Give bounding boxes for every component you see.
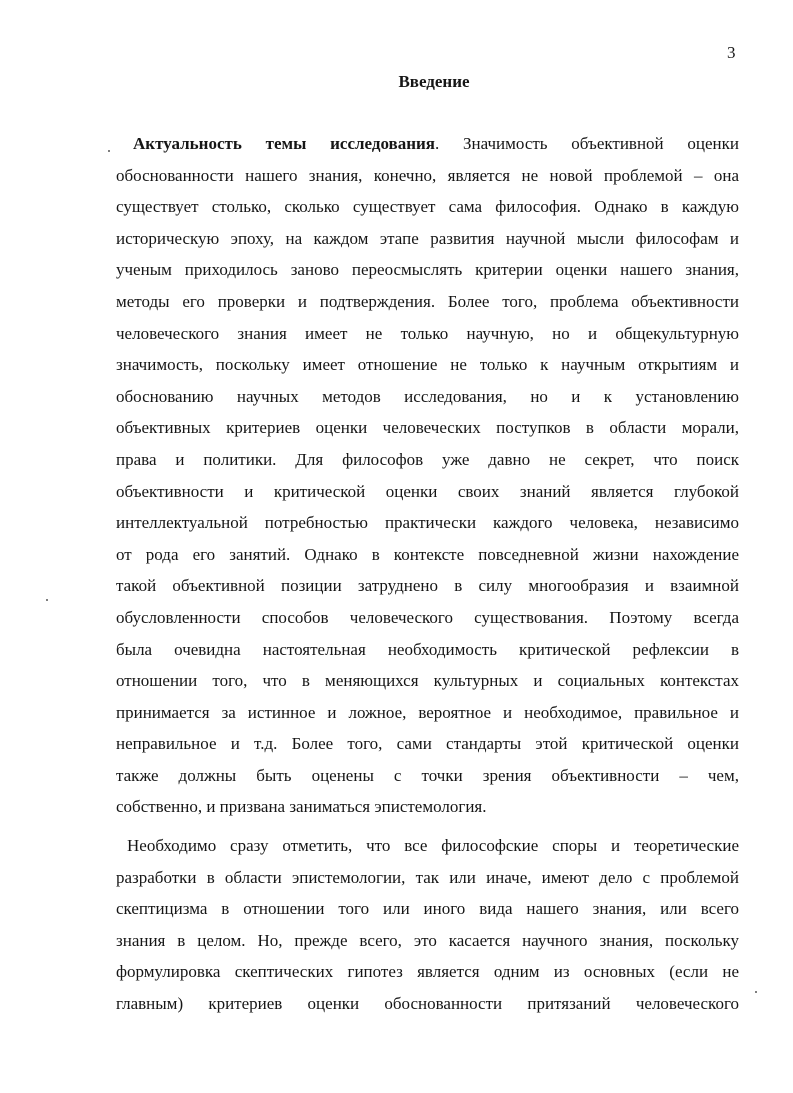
scan-speck [46,599,48,601]
text-line: скептицизма в отношении того или иного вида нашего знания, или всего [116,899,739,919]
paragraph-1-first-line [116,128,739,160]
text-line: интеллектуальной потребностью практически каждого человека, независимо [116,513,739,533]
scan-speck [108,150,110,152]
section-heading: Введение [398,72,470,91]
text-line: отношении того, что в меняющихся культурных и социальных контекстах [116,671,739,691]
text-line: разработки в области эпистемологии, так или иначе, имеют дело с проблемой [116,867,739,887]
text-line: историческую эпоху, на каждом этапе развития научной мысли философам и [116,228,739,248]
text-line: обоснованию научных методов исследования, но и к установлению [116,386,739,406]
text-line: значимость, поскольку имеет отношение не только к научным открытиям и [116,355,739,375]
text-line: была очевидна настоятельная необходимость критической рефлексии в [116,639,739,659]
text-line: также должны быть оценены с точки зрения объективности – чем, [116,765,739,785]
scan-speck [755,991,757,993]
text-line: от рода его занятий. Однако в контексте повседневной жизни нахождение [116,544,739,564]
text-line: человеческого знания имеет не только научную, но и общекультурную [116,323,739,343]
text-line: знания в целом. Но, прежде всего, это касается научного знания, поскольку [116,930,739,950]
text-line: принимается за истинное и ложное, вероятное и необходимое, правильное и [116,702,739,722]
text-line: объективности и критической оценки своих знаний является глубокой [116,481,739,501]
page-number: 3 [727,43,736,62]
body-text [116,128,739,1020]
text-line: собственно, и призвана заниматься эпистемология. [116,797,487,817]
paragraph-1-lead-rest: . Значимость объективной оценки [435,134,740,153]
text-line: обусловленности способов человеческого существования. Поэтому всегда [116,607,739,627]
text-line: ученым приходилось заново переосмыслять критерии оценки нашего знания, [116,260,739,280]
text-line: права и политики. Для философов уже давно не секрет, что поиск [116,449,739,469]
paragraph-2-first-line: Необходимо сразу отметить, что все философские споры и теоретические [127,836,739,856]
text-line: главным) критериев оценки обоснованности притязаний человеческого [116,994,739,1014]
text-line: формулировка скептических гипотез является одним из основных (если не [116,962,739,982]
text-line: обоснованности нашего знания, конечно, является не новой проблемой – она [116,165,739,185]
text-line: такой объективной позиции затруднено в силу многообразия и взаимной [116,576,739,596]
text-line: неправильное и т.д. Более того, сами стандарты этой критической оценки [116,734,739,754]
text-line: объективных критериев оценки человеческих поступков в области морали, [116,418,739,438]
topic-relevance-lead: Актуальность темы исследования [133,134,435,153]
text-line: методы его проверки и подтверждения. Более того, проблема объективности [116,291,739,311]
text-line: существует столько, сколько существует сама философия. Однако в каждую [116,197,739,217]
